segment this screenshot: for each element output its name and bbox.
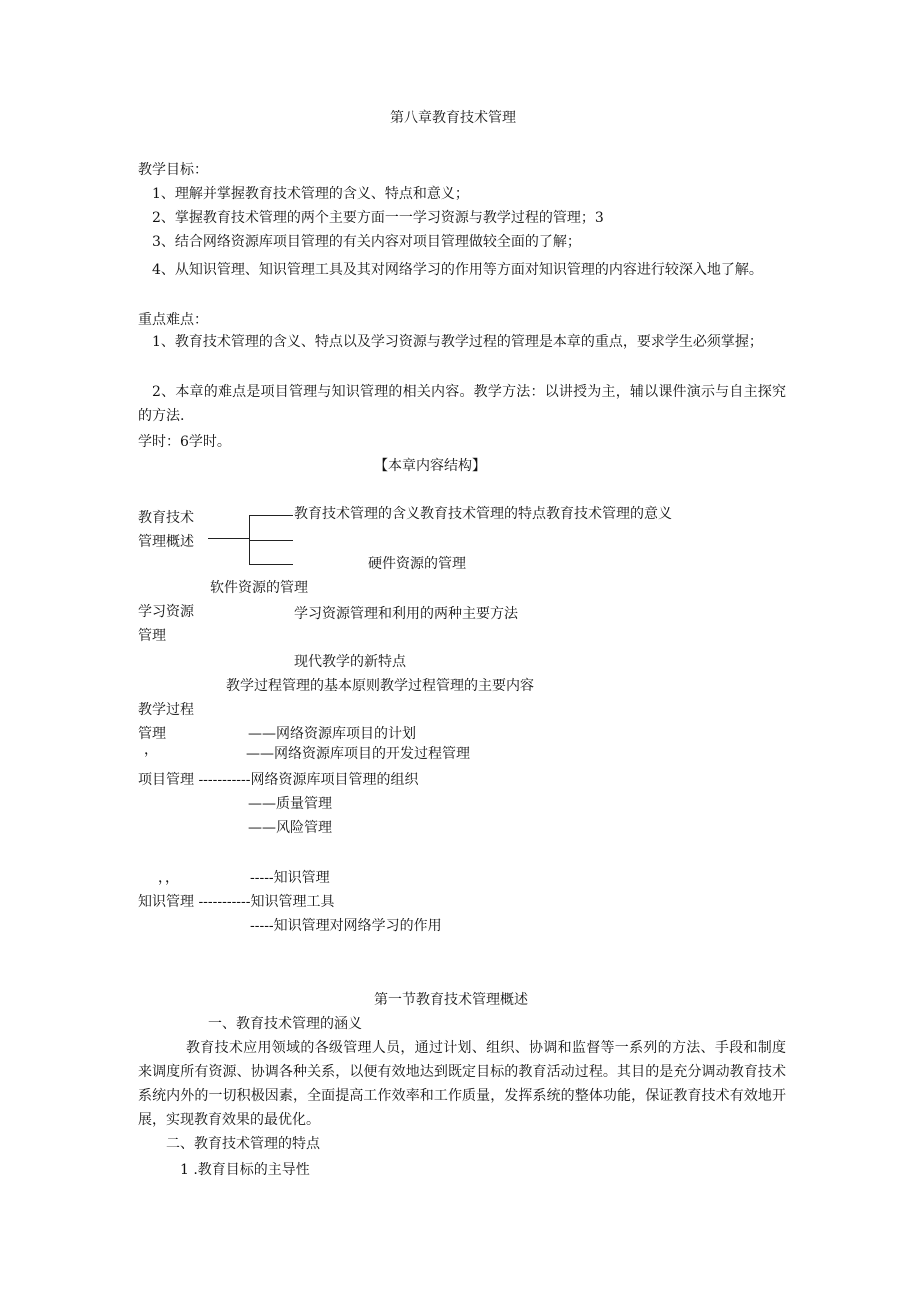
stray-commas: ，， [158, 870, 179, 886]
chapter-title: 第八章教育技术管理 [390, 110, 516, 126]
project-label: 项目管理 -----------网络资源库项目管理的组织 [138, 772, 419, 788]
section-title: 第一节教育技术管理概述 [374, 992, 528, 1008]
process-principles: 教学过程管理的基本原则教学过程管理的主要内容 [226, 678, 534, 694]
project-plan: ——网络资源库项目的计划 [248, 726, 416, 742]
objective-item-4: 4、从知识管理、知识管理工具及其对网络学习的作用等方面对知识管理的内容进行较深入地了解。 [152, 262, 763, 278]
quality-management: ——质量管理 [248, 796, 332, 812]
km-item-1: -----知识管理 [250, 870, 330, 886]
class-hours: 学时：6学时。 [138, 434, 231, 450]
process-label-line2: 管理 [138, 726, 166, 742]
overview-label-line2: 管理概述 [138, 534, 194, 550]
overview-items: 教育技术管理的含义教育技术管理的特点教育技术管理的意义 [294, 506, 672, 522]
structure-heading: 【本章内容结构】 [374, 458, 486, 474]
subsection-heading-2: 二、教育技术管理的特点 [166, 1136, 320, 1152]
stray-comma: ， [144, 742, 158, 758]
bracket-stem [208, 538, 250, 539]
km-item-3: -----知识管理对网络学习的作用 [250, 918, 442, 934]
key-point-item-1: 1、教育技术管理的含义、特点以及学习资源与教学过程的管理是本章的重点，要求学生必须掌握； [152, 334, 763, 350]
objectives-heading: 教学目标： [138, 162, 208, 178]
subsection-heading-1: 一、教育技术管理的涵义 [208, 1016, 362, 1032]
objective-item-2: 2、掌握教育技术管理的两个主要方面一一学习资源与教学过程的管理；3 [152, 210, 604, 226]
resource-methods: 学习资源管理和利用的两种主要方法 [294, 606, 518, 622]
resource-label-line2: 管理 [138, 628, 166, 644]
key-point-item-2: 2、本章的难点是项目管理与知识管理的相关内容。教学方法：以讲授为主，辅以课件演示与自主探究的方法. [138, 384, 786, 424]
bracket-bottom-arm [249, 564, 293, 565]
objective-item-1: 1、理解并掌握教育技术管理的含义、特点和意义； [152, 186, 469, 202]
definition-paragraph: 教育技术应用领域的各级管理人员，通过计划、组织、协调和监督等一系列的方法、手段和制度来调度所有资源、协调各种关系，以便有效地达到既定目标的教育活动过程。其目的是充分调动教育技术系统内外的一切积极因素，全面提高工作效率和工作质量，发挥系统的整体功能，保证教育技术有效地开展，实现教育效果的最优化。 [138, 1040, 786, 1128]
objective-item-3: 3、结合网络资源库项目管理的有关内容对项目管理做较全面的了解； [152, 234, 581, 250]
km-label: 知识管理 -----------知识管理工具 [138, 894, 335, 910]
modern-features: 现代教学的新特点 [294, 654, 406, 670]
bracket-mid-arm [249, 540, 293, 541]
key-points-heading: 重点难点： [138, 312, 208, 328]
feature-item-1: 1 .教育目标的主导性 [180, 1162, 310, 1178]
bracket-top-arm [249, 515, 293, 516]
risk-management: ——风险管理 [248, 820, 332, 836]
overview-label-line1: 教育技术 [138, 510, 194, 526]
project-dev: ——网络资源库项目的开发过程管理 [246, 746, 470, 762]
hardware-management: 硬件资源的管理 [368, 556, 466, 572]
software-management: 软件资源的管理 [210, 580, 308, 596]
process-label-line1: 教学过程 [138, 702, 194, 718]
resource-label-line1: 学习资源 [138, 604, 194, 620]
